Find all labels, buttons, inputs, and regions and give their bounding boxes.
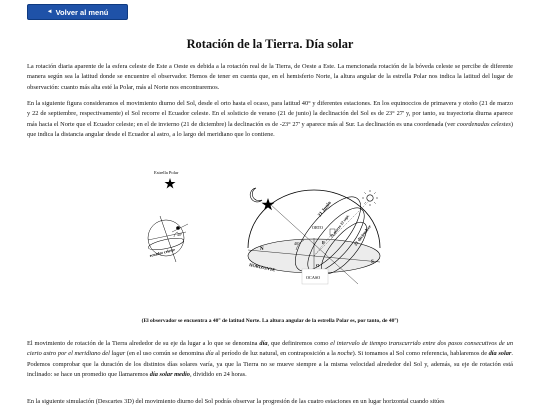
horizon-label: HORIZONTE xyxy=(248,262,276,273)
page-title: Rotación de la Tierra. Día solar xyxy=(186,37,354,51)
body-paragraph-2: En la siguiente simulación (Descartes 3D) del movimiento diurno del Sol podrás observar la progresión de las cuatro estaciones en un lugar horizontal cuando sitúes xyxy=(27,398,445,405)
p3-text-3: (en el uso común se denomina xyxy=(125,350,206,358)
small-globe-angle-label: 40° xyxy=(177,233,183,237)
celestial-equator-label: ecuador celeste xyxy=(149,246,176,258)
pole-star-icon xyxy=(262,198,275,210)
intro-paragraph-2 xyxy=(27,99,513,140)
back-arrow-icon: ◄ xyxy=(46,9,53,15)
celestial-dome-diagram xyxy=(248,187,380,284)
p3-text-5: ). Si tomamos al Sol como referencia, hablaremos de xyxy=(352,350,489,358)
diurnal-motion-figure xyxy=(130,166,410,298)
december-arc-label: 21 diciembre xyxy=(352,223,373,247)
intro-p2-end: ) que indica la distancia angular desde el Ecuador al astro, a lo largo del meridiano que lo contiene. xyxy=(27,120,513,138)
june-arc-label: 21 Junio xyxy=(317,200,333,219)
moon-icon xyxy=(250,188,262,202)
body-paragraph-1 xyxy=(27,339,513,380)
center-angle-label: 40° xyxy=(294,241,300,246)
p3-text-1: El movimiento de rotación de la Tierra alrededor de su eje da lugar a lo que se denomina xyxy=(27,340,260,347)
march-sept-arc-label: 21 marzo 22 sept. xyxy=(329,213,351,239)
west-label: O xyxy=(316,263,320,268)
intro-paragraph-1: La rotación diaria aparente de la esfera celeste de Este a Oeste es debida a la rotación real de la Tierra, de Oeste a Este. La mencionada rotación de la bóveda celeste se percibe de diferente manera según sea la latitud donde se encuentre el observador. Hemos de tener en cuenta que, en el hemisferio Norte, la altura angular de la estrella Polar nos indica la latitud del lugar de observación: cuanto más alta esté la Polar, más al Norte nos encontraremos. xyxy=(27,63,513,91)
north-label: N xyxy=(260,247,264,252)
p3-dia-term: día xyxy=(259,340,268,347)
south-label: S xyxy=(371,260,374,265)
p3-dia-solar-term: día solar xyxy=(488,350,512,358)
east-label: E xyxy=(322,240,326,245)
intro-p2-start: En la siguiente figura consideramos el movimiento diurno del Sol, desde el orto hasta el ocaso, para latitud 40° y diferentes estaciones. En los equinoccios de primavera y otoño (21 de marzo y 22 de septiembre, respectivamente) el Sol recorre el Ecuador celeste. En el solsticio de verano (21 de junio) la declinación del Sol es de 23° 27' y, por tanto, su trayectoria diurna aparece más hacia el Norte que el Ecuador celeste; en el de invierno (21 de diciembre) la declinación es de -23° 27' y aparece más al Sur. La declinación es una coordenada (ver xyxy=(27,100,513,128)
p3-text-2: , que definiremos como xyxy=(267,340,331,347)
p3-noche-term: noche xyxy=(337,350,353,358)
sun-icon xyxy=(362,190,378,206)
figure-caption: (El observador se encuentra a 40° de latitud Norte. La altura angular de la estrella Polar es, por tanto, de 40°) xyxy=(141,318,399,324)
back-button-label: Volver al menú xyxy=(55,7,109,17)
polar-star-icon xyxy=(165,178,176,189)
orto-label: ORTO xyxy=(312,225,324,230)
p3-text-6: . Podemos comprobar que la duración de los distintos días solares varía, ya que la Tierra no se mueve siempre a la misma velocidad alrededor del Sol y, además, su eje de rotación está inclinado: se hace un promedio que llamaremos xyxy=(27,350,513,378)
small-globe-diagram xyxy=(147,170,188,262)
polar-star-label: Estrella Polar xyxy=(154,170,179,175)
ocaso-label: OCASO xyxy=(306,275,321,280)
p3-dia-term-2: día xyxy=(205,350,214,358)
p3-definition: el intervalo de tiempo transcurrido entre dos pasos consecutivos de un cierto astro por el meridiano del lugar xyxy=(27,340,514,358)
p3-dia-solar-medio-term: día solar medio xyxy=(149,370,190,378)
celestial-coordinates-link[interactable]: coordenadas celestes xyxy=(456,120,511,128)
back-to-menu-button[interactable] xyxy=(27,4,128,20)
p3-text-7: , dividido en 24 horas. xyxy=(189,370,247,378)
p3-text-4: al período de luz natural, en contraposición a la xyxy=(213,350,338,358)
